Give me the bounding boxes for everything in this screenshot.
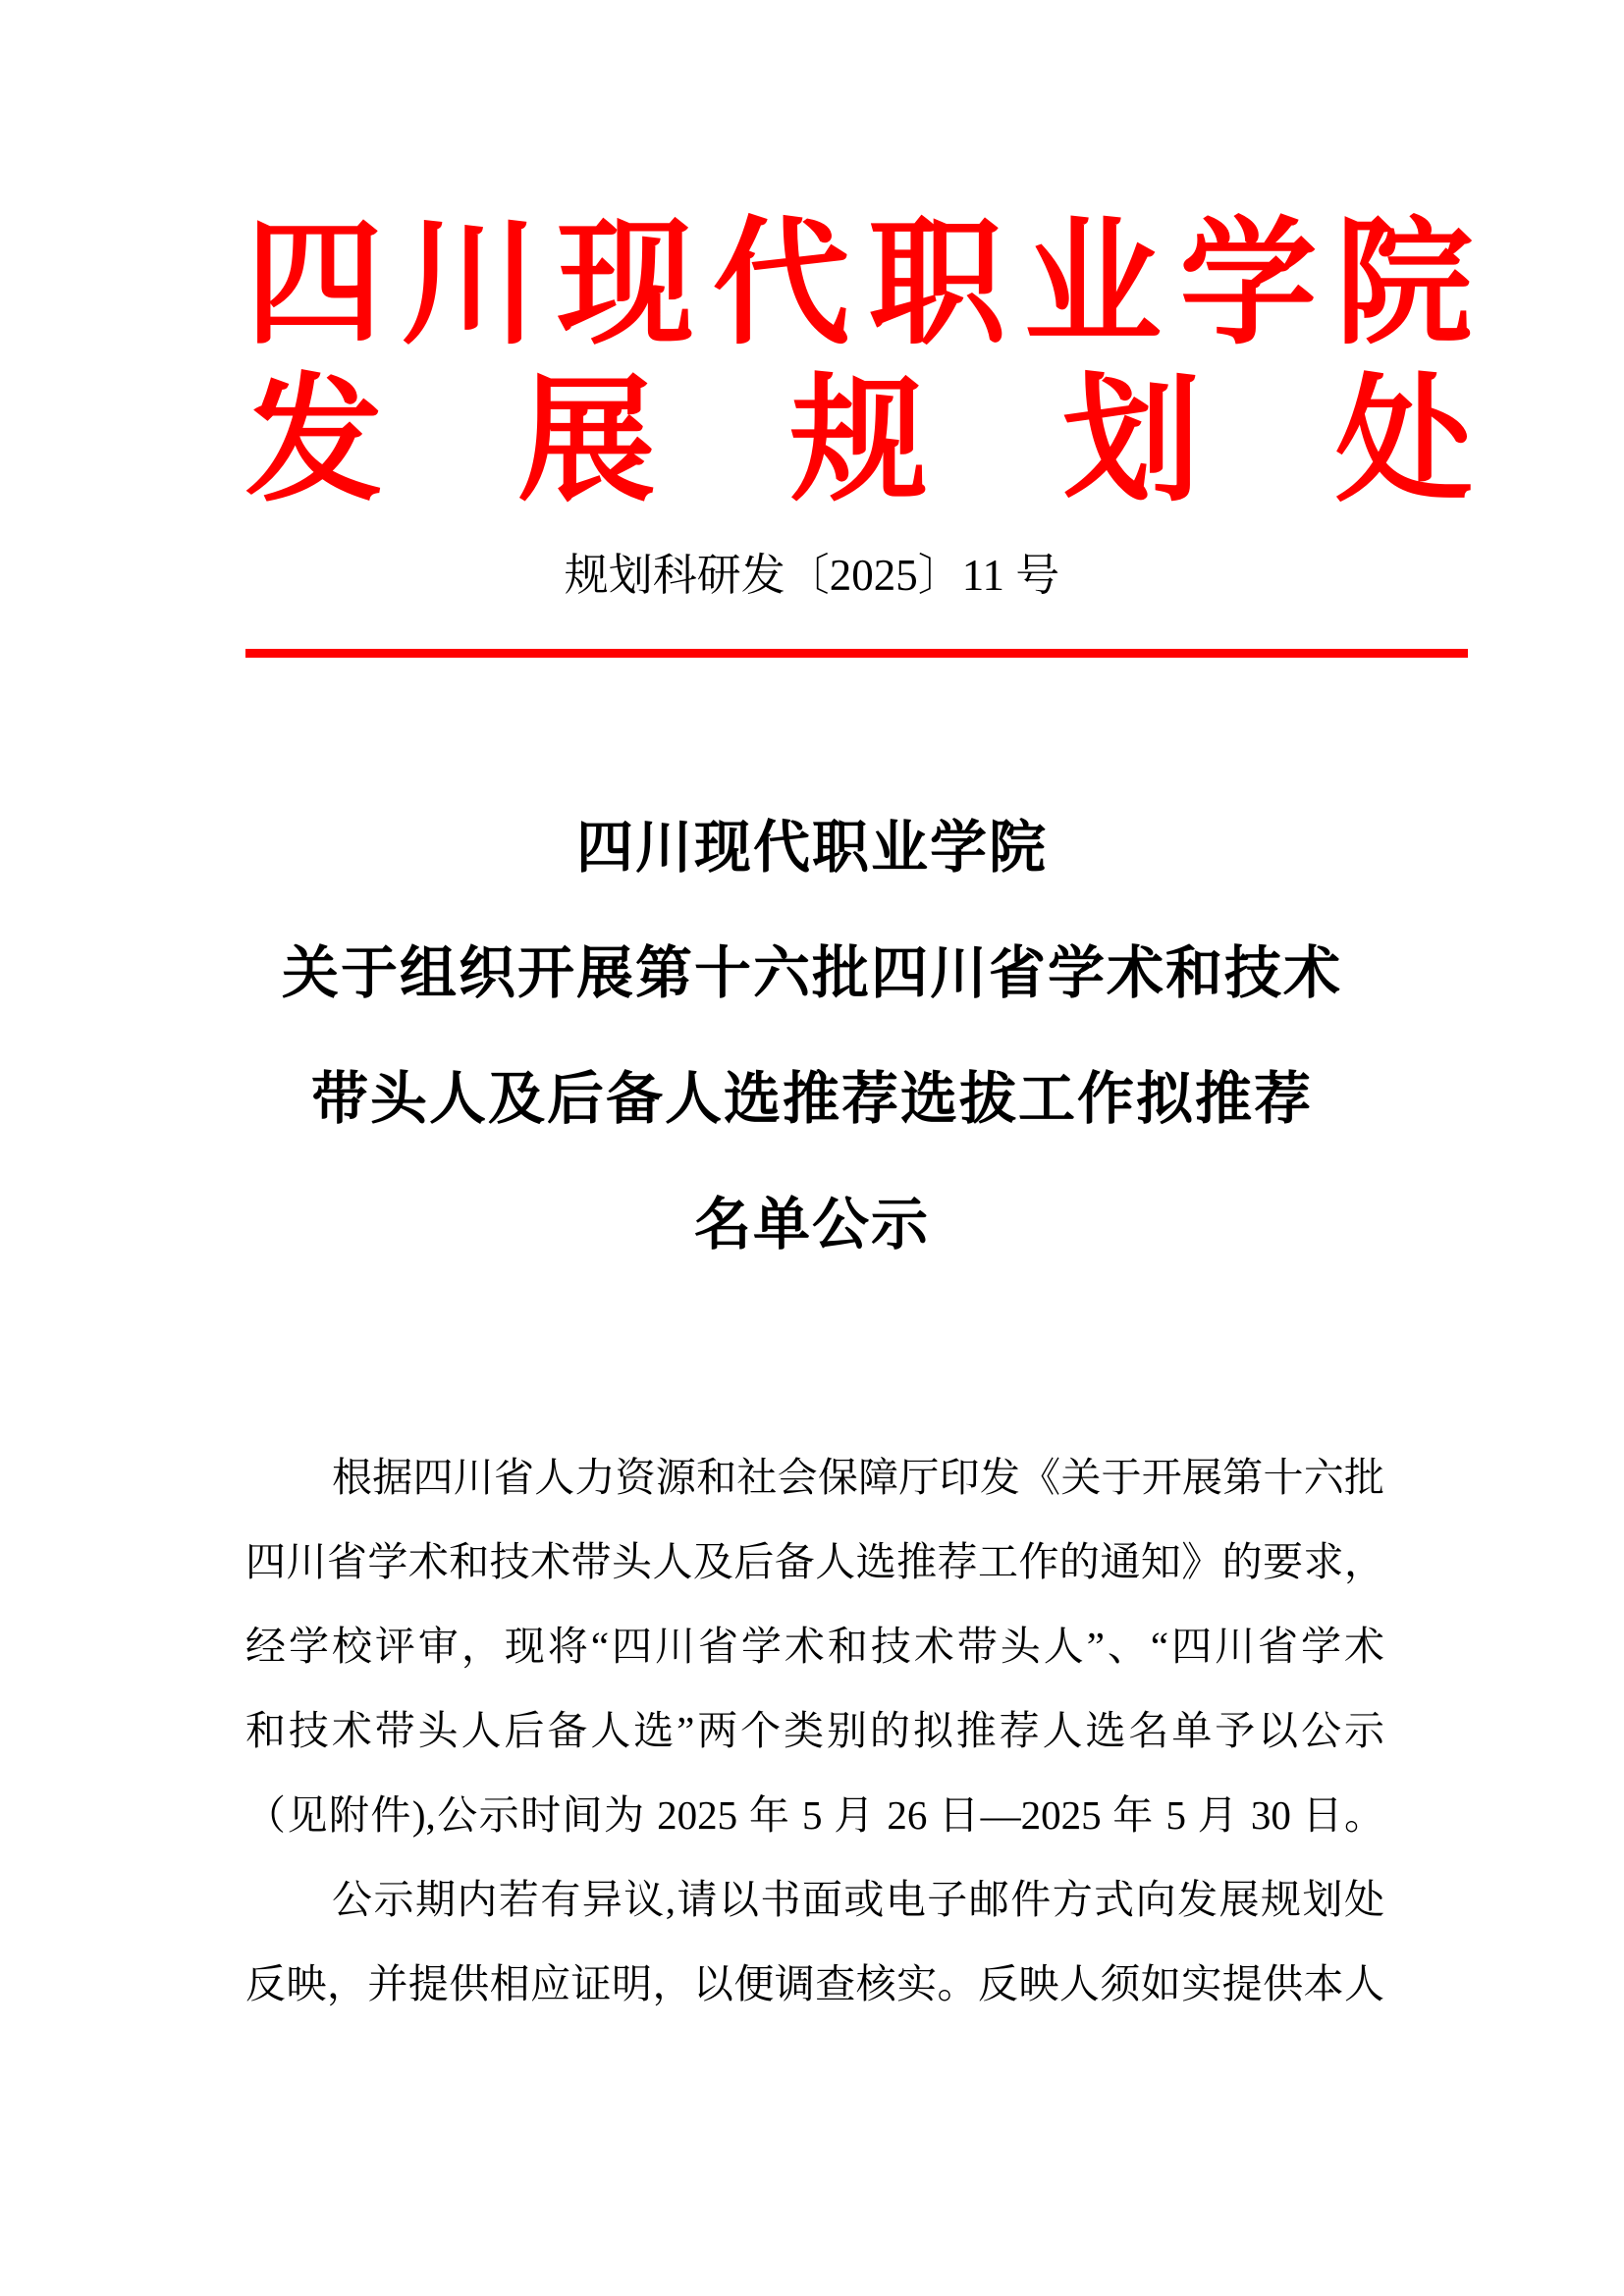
body-line: 经学校评审，现将“四川省学术和技术带头人”、“四川省学术 (245, 1624, 1384, 1669)
letterhead-separator-rule (245, 649, 1468, 658)
body-line: 根据四川省人力资源和社会保障厅印发《关于开展第十六批 (332, 1455, 1384, 1500)
doc-title-line-4: 名单公示 (693, 1193, 930, 1256)
body-line: 和技术带头人后备人选”两个类别的拟推荐人选名单予以公示 (245, 1708, 1384, 1753)
letterhead-org-name-line-1: 四川现代职业学院 (245, 209, 1473, 361)
doc-body (245, 1435, 1384, 2026)
body-line: 公示期内若有异议,请以书面或电子邮件方式向发展规划处 (332, 1877, 1384, 1922)
body-line: （见附件),公示时间为 2025 年 5 月 26 日—2025 年 5 月 30 日。 (245, 1792, 1384, 1838)
doc-title (0, 785, 1624, 1288)
doc-reference-number: 规划科研发〔2025〕11 号 (564, 551, 1060, 600)
doc-title-line-1: 四川现代职业学院 (575, 816, 1048, 880)
letterhead-org-name-line-2: 发展规划处 (245, 366, 1473, 518)
doc-title-line-2: 关于组织开展第十六批四川省学术和技术 (281, 941, 1342, 1005)
body-line: 四川省学术和技术带头人及后备人选推荐工作的通知》的要求， (245, 1539, 1384, 1584)
doc-title-line-3: 带头人及后备人选推荐选拔工作拟推荐 (310, 1067, 1313, 1131)
body-line: 反映，并提供相应证明，以便调查核实。反映人须如实提供本人 (245, 1961, 1384, 2006)
